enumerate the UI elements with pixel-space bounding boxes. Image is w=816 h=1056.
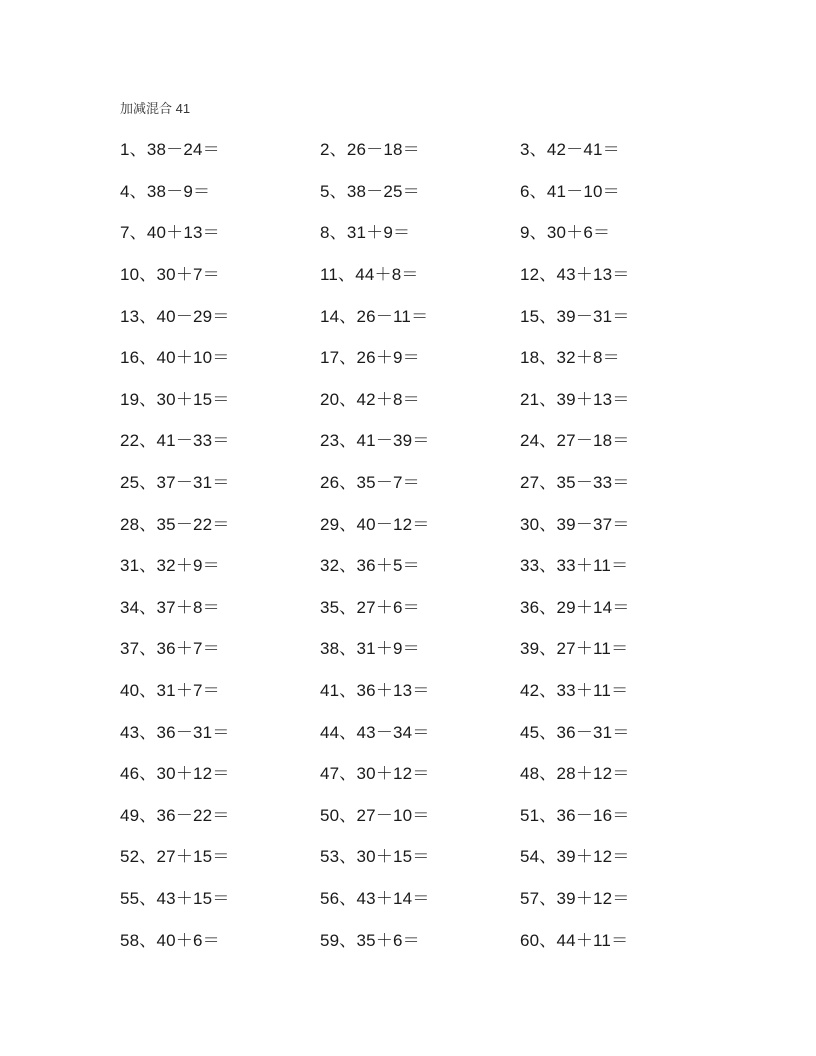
problem-row — [120, 917, 720, 959]
problem-row — [120, 668, 720, 710]
problem-row — [120, 876, 720, 918]
math-problem: 59、35＋6＝ — [320, 930, 420, 950]
problem-row — [120, 127, 720, 169]
math-problem: 48、28＋12＝ — [520, 764, 630, 784]
problem-row — [120, 751, 720, 793]
math-problem: 15、39－31＝ — [520, 306, 630, 326]
problem-row — [120, 252, 720, 294]
math-problem: 27、35－33＝ — [520, 473, 630, 493]
math-problem: 41、36＋13＝ — [320, 681, 430, 701]
math-problem: 36、29＋14＝ — [520, 597, 630, 617]
math-problem: 39、27＋11＝ — [520, 639, 629, 659]
math-problem: 24、27－18＝ — [520, 431, 630, 451]
math-problem: 20、42＋8＝ — [320, 389, 420, 409]
math-problem: 45、36－31＝ — [520, 722, 630, 742]
math-problem: 42、33＋11＝ — [520, 681, 629, 701]
math-problem: 46、30＋12＝ — [120, 764, 230, 784]
math-problem: 35、27＋6＝ — [320, 597, 420, 617]
math-problem: 18、32＋8＝ — [520, 348, 620, 368]
problem-row — [120, 377, 720, 419]
math-problem: 40、31＋7＝ — [120, 681, 220, 701]
math-problem: 5、38－25＝ — [320, 181, 420, 201]
problem-row — [120, 460, 720, 502]
problem-row — [120, 418, 720, 460]
problem-row — [120, 585, 720, 627]
math-problem: 13、40－29＝ — [120, 306, 230, 326]
math-problem: 19、30＋15＝ — [120, 389, 230, 409]
math-problem: 53、30＋15＝ — [320, 847, 430, 867]
problem-row — [120, 709, 720, 751]
math-problem: 58、40＋6＝ — [120, 930, 220, 950]
math-problem: 47、30＋12＝ — [320, 764, 430, 784]
math-problem: 44、43－34＝ — [320, 722, 430, 742]
problem-row — [120, 626, 720, 668]
math-problem: 25、37－31＝ — [120, 473, 230, 493]
math-problem: 23、41－39＝ — [320, 431, 430, 451]
math-problem: 52、27＋15＝ — [120, 847, 230, 867]
problem-row — [120, 335, 720, 377]
math-problem: 7、40＋13＝ — [120, 223, 220, 243]
math-problem: 55、43＋15＝ — [120, 888, 230, 908]
math-problem: 2、26－18＝ — [320, 140, 420, 160]
problem-grid — [120, 127, 720, 959]
math-problem: 10、30＋7＝ — [120, 265, 220, 285]
math-problem: 51、36－16＝ — [520, 805, 630, 825]
math-problem: 8、31＋9＝ — [320, 223, 411, 243]
math-problem: 56、43＋14＝ — [320, 888, 430, 908]
math-problem: 12、43＋13＝ — [520, 265, 630, 285]
problem-row — [120, 501, 720, 543]
problem-row — [120, 543, 720, 585]
math-problem: 57、39＋12＝ — [520, 888, 630, 908]
math-problem: 28、35－22＝ — [120, 514, 230, 534]
worksheet-title: 加减混合 41 — [120, 101, 191, 116]
math-problem: 4、38－9＝ — [120, 181, 211, 201]
math-problem: 49、36－22＝ — [120, 805, 230, 825]
math-problem: 33、33＋11＝ — [520, 556, 629, 576]
math-problem: 3、42－41＝ — [520, 140, 620, 160]
math-problem: 60、44＋11＝ — [520, 930, 629, 950]
math-problem: 32、36＋5＝ — [320, 556, 420, 576]
math-problem: 22、41－33＝ — [120, 431, 230, 451]
math-problem: 9、30＋6＝ — [520, 223, 611, 243]
math-problem: 11、44＋8＝ — [320, 265, 419, 285]
math-problem: 14、26－11＝ — [320, 306, 429, 326]
math-problem: 1、38－24＝ — [120, 140, 220, 160]
math-problem: 30、39－37＝ — [520, 514, 630, 534]
math-problem: 50、27－10＝ — [320, 805, 430, 825]
math-problem: 31、32＋9＝ — [120, 556, 220, 576]
math-problem: 54、39＋12＝ — [520, 847, 630, 867]
math-problem: 43、36－31＝ — [120, 722, 230, 742]
math-problem: 37、36＋7＝ — [120, 639, 220, 659]
problem-row — [120, 793, 720, 835]
math-problem: 17、26＋9＝ — [320, 348, 420, 368]
problem-row — [120, 169, 720, 211]
problem-row — [120, 834, 720, 876]
problem-row — [120, 210, 720, 252]
problem-row — [120, 293, 720, 335]
math-problem: 38、31＋9＝ — [320, 639, 420, 659]
math-problem: 34、37＋8＝ — [120, 597, 220, 617]
math-problem: 26、35－7＝ — [320, 473, 420, 493]
math-problem: 21、39＋13＝ — [520, 389, 630, 409]
math-problem: 16、40＋10＝ — [120, 348, 230, 368]
math-problem: 29、40－12＝ — [320, 514, 430, 534]
math-problem: 6、41－10＝ — [520, 181, 620, 201]
